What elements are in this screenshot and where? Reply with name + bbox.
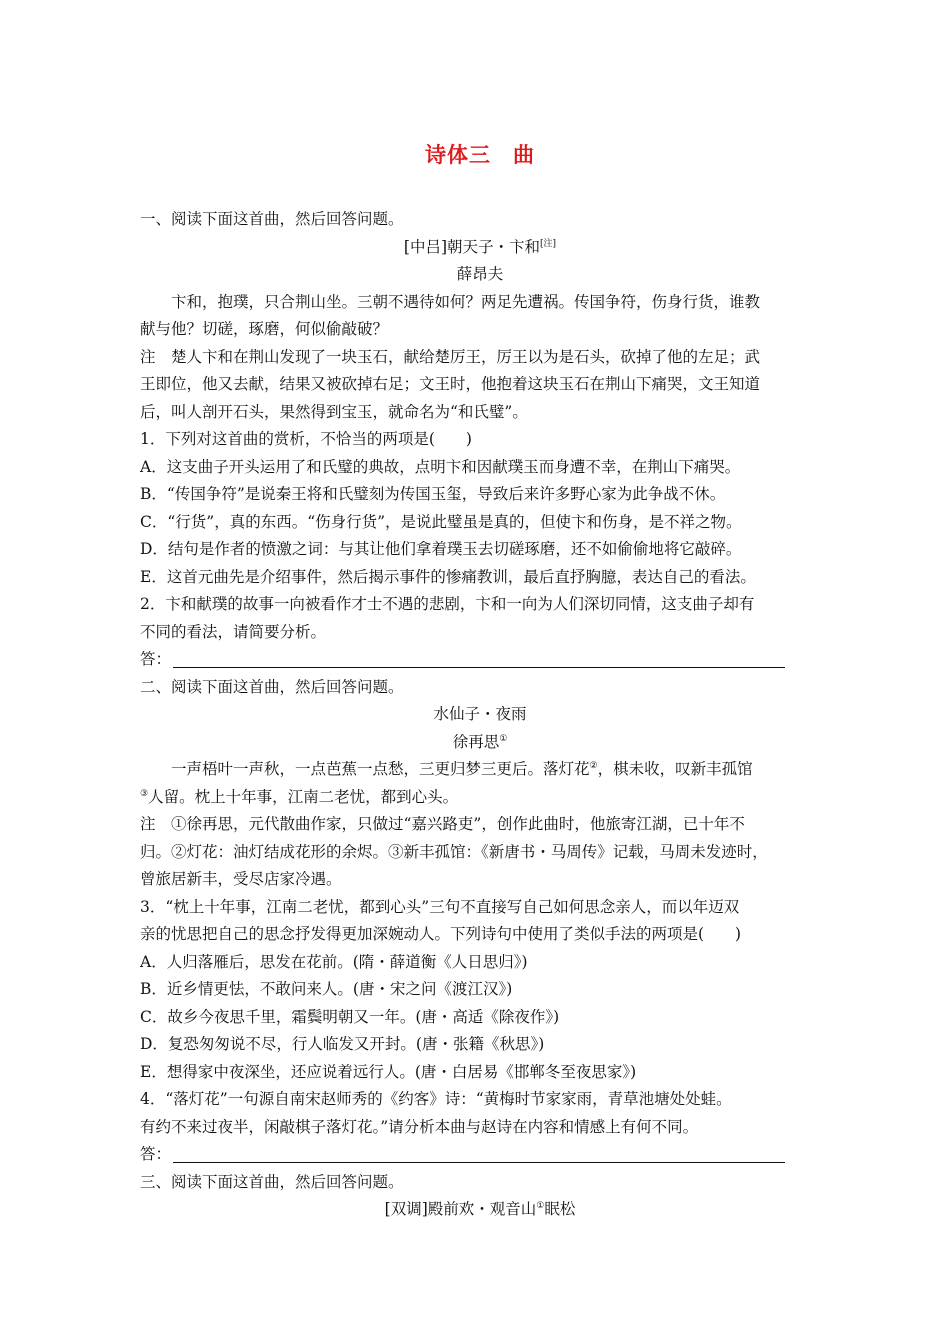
answer-rule: [173, 1161, 785, 1163]
answer-line[interactable]: [140, 646, 820, 674]
poem-title: [140, 1196, 820, 1224]
poem-title: [140, 234, 820, 262]
poem-author-text: 徐再思: [452, 732, 500, 751]
option-d: D．结句是作者的愤激之词：与其让他们拿着璞玉去切磋琢磨，还不如偷偷地将它敲碎。: [140, 540, 742, 558]
section-3: [140, 1169, 820, 1224]
note-line: 王即位，他又去献，结果又被砍掉右足；文王时，他抱着这块玉石在荆山下痛哭，文王知道: [140, 375, 761, 393]
answer-rule: [173, 666, 785, 668]
question-2: 2．卞和献璞的故事一向被看作才士不遇的悲剧，卞和一向为人们深切同情，这支曲子却有: [140, 595, 755, 613]
poem-text-part: ，棋未收，叹新丰孤馆: [597, 760, 753, 778]
note-line: 注 ①徐再思，元代散曲作家，只做过“嘉兴路吏”，创作此曲时，他旅寄江湖，已十年不: [140, 815, 745, 833]
poem-author: 薛昂夫: [456, 265, 504, 283]
poem-text-line: [140, 784, 820, 812]
note-line: 归。②灯花：油灯结成花形的余烬。③新丰孤馆：《新唐书・马周传》记载，马周未发迹时，: [140, 842, 768, 861]
option-c: C．“行货”，真的东西。“伤身行货”，是说此璧虽是真的，但使卞和伤身，是不祥之物。: [140, 512, 742, 531]
option-a: A．这支曲子开头运用了和氏璧的典故，点明卞和因献璞玉而身遭不幸，在荆山下痛哭。: [140, 457, 741, 476]
note-mark: ②: [589, 760, 598, 771]
option-b: B．“传国争符”是说秦王将和氏璧刻为传国玉玺，导致后来许多野心家为此争战不休。: [140, 485, 726, 503]
poem-title-text: [中吕]朝天子・卞和: [403, 237, 541, 256]
section-heading: 二、阅读下面这首曲，然后回答问题。: [140, 677, 404, 696]
poem-text-part: 人留。枕上十年事，江南二老忧，都到心头。: [148, 787, 459, 806]
question-4-cont: 有约不来过夜半，闲敲棋子落灯花。”请分析本曲与赵诗在内容和情感上有何不同。: [140, 1117, 699, 1136]
document-page: [140, 140, 820, 1224]
option-a: A．人归落雁后，思发在花前。(隋・薛道衡《人日思归》): [140, 952, 528, 971]
section-2: [140, 674, 820, 1169]
poem-title: 水仙子・夜雨: [433, 705, 527, 723]
section-heading: 三、阅读下面这首曲，然后回答问题。: [140, 1172, 404, 1191]
note-mark: ①: [499, 733, 508, 744]
note-line: 曾旅居新丰，受尽店家冷遇。: [140, 870, 342, 888]
answer-label: 答：: [140, 650, 172, 668]
option-d: D．复恐匆匆说不尽，行人临发又开封。(唐・张籍《秋思》): [140, 1035, 545, 1053]
option-e: E．这首元曲先是介绍事件，然后揭示事件的惨痛教训，最后直抒胸臆，表达自己的看法。: [140, 567, 756, 586]
option-c: C．故乡今夜思千里，霜鬓明朝又一年。(唐・高适《除夜作》): [140, 1007, 560, 1026]
poem-title-text: 眠松: [544, 1200, 576, 1218]
answer-line[interactable]: [140, 1141, 820, 1169]
question-3-cont: 亲的忧思把自己的思念抒发得更加深婉动人。下列诗句中使用了类似手法的两项是( ): [140, 925, 742, 943]
section-1: [140, 206, 820, 674]
poem-text-line: 献与他？切磋，琢磨，何似偷敲破？: [140, 320, 389, 338]
option-b: B．近乡情更怯，不敢问来人。(唐・宋之问《渡江汉》): [140, 980, 513, 998]
poem-author: [140, 729, 820, 757]
question-4: 4．“落灯花”一句源自南宋赵师秀的《约客》诗：“黄梅时节家家雨，青草池塘处处蛙。: [140, 1090, 732, 1108]
poem-text-part: 一声梧叶一声秋，一点芭蕉一点愁，三更归梦三更后。落灯花: [171, 760, 590, 778]
poem-text-line: [140, 756, 820, 784]
poem-text-line: 卞和，抱璞，只合荆山坐。三朝不遇待如何？两足先遭祸。传国争符，伤身行货，谁教: [171, 292, 761, 311]
note-line: 注 楚人卞和在荆山发现了一块玉石，献给楚厉王，厉王以为是石头，砍掉了他的左足；武: [140, 347, 761, 366]
question-1: 1．下列对这首曲的赏析，不恰当的两项是( ): [140, 430, 472, 448]
note-line: 后，叫人剖开石头，果然得到宝玉，就命名为“和氏璧”。: [140, 402, 528, 421]
page-title: 诗体三 曲: [425, 142, 535, 167]
question-3: 3．“枕上十年事，江南二老忧，都到心头”三句不直接写自己如何思念亲人，而以年迈双: [140, 897, 740, 916]
answer-label: 答：: [140, 1145, 172, 1163]
note-mark: ③: [140, 788, 149, 799]
section-heading: 一、阅读下面这首曲，然后回答问题。: [140, 210, 404, 228]
question-2-cont: 不同的看法，请简要分析。: [140, 622, 327, 641]
note-mark: [注]: [540, 238, 557, 249]
poem-title-text: [双调]殿前欢・观音山: [384, 1200, 537, 1218]
option-e: E．想得家中夜深坐，还应说着远行人。(唐・白居易《邯郸冬至夜思家》): [140, 1062, 637, 1081]
note-mark: ①: [536, 1200, 545, 1211]
